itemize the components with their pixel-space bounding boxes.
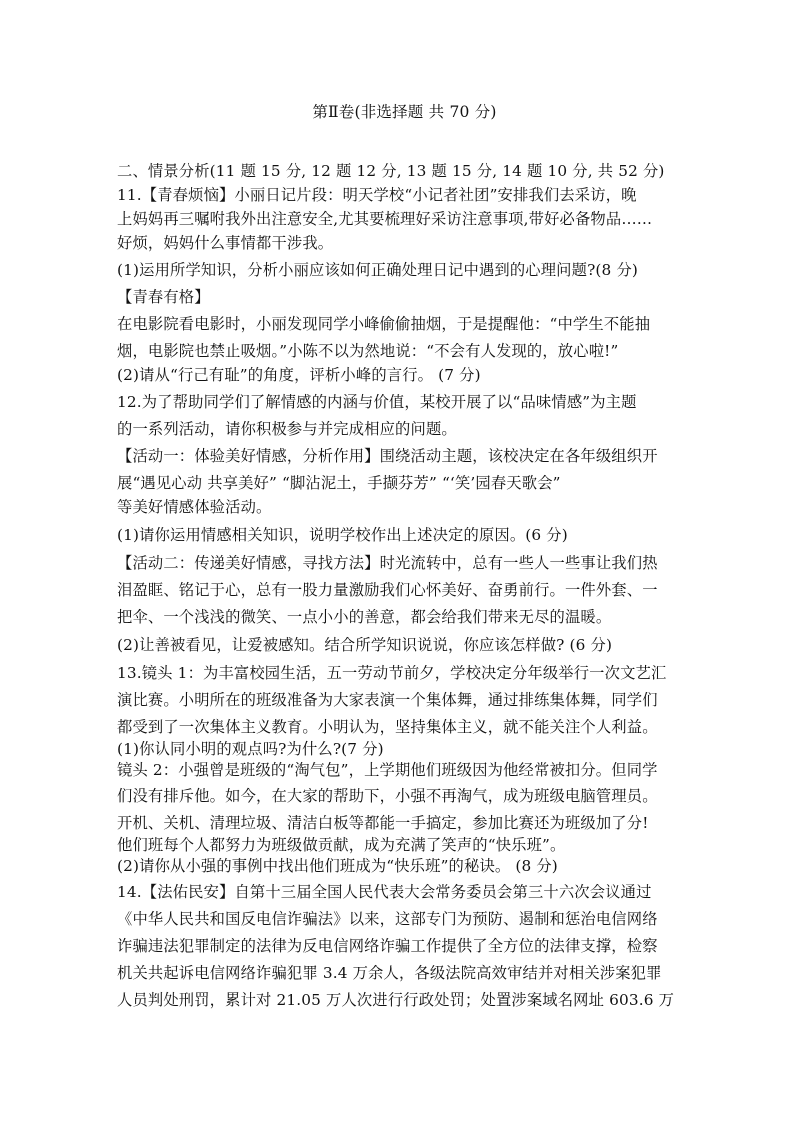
q13-scene2-line: 他们班每个人都努力为班级做贡献，成为充满了笑声的“快乐班”。 (117, 836, 566, 854)
q11-scene-line: 在电影院看电影时，小丽发现同学小峰偷偷抽烟，于是提醒他：“中学生不能抽 (117, 315, 651, 333)
q12-activity2-line: 把伞、一个浅浅的微笑、一点小小的善意，都会给我们带来无尽的温暖。 (117, 608, 612, 626)
q11-intro-line: 上妈妈再三嘱咐我外出注意安全,尤其要梳理好采访注意事项,带好必备物品…… (117, 210, 653, 228)
q11-scene-line: 烟，电影院也禁止吸烟。”小陈不以为然地说：“不会有人发现的，放心啦!” (117, 342, 619, 360)
q13-sub-question-1: (1)你认同小明的观点吗?为什么?(7 分) (117, 740, 384, 758)
q12-activity1-line: 【活动一：体验美好情感，分析作用】围绕活动主题，该校决定在各年级组织开 (117, 447, 658, 465)
q12-intro-line: 的一系列活动，请你积极参与并完成相应的问题。 (117, 420, 457, 438)
question-14 (117, 880, 692, 1012)
exam-page (117, 100, 692, 1012)
q13-sub-question-2: (2)请你从小强的事例中找出他们班成为“快乐班”的秘诀。 (8 分) (117, 857, 558, 875)
q11-sub-question-2: (2)请从“行己有耻”的角度，评析小峰的言行。 (7 分) (117, 366, 481, 384)
q14-line: 诈骗违法犯罪制定的法律为反电信网络诈骗工作提供了全方位的法律支撑，检察 (117, 937, 658, 955)
q14-line: 14.【法佑民安】自第十三届全国人民代表大会常务委员会第三十六次会议通过 (117, 883, 652, 901)
q12-intro-line: 12.为了帮助同学们了解情感的内涵与价值，某校开展了以“品味情感”为主题 (117, 393, 637, 411)
q14-line: 《中华人民共和国反电信诈骗法》以来，这部专门为预防、遏制和惩治电信网络 (117, 910, 658, 928)
q11-sub-question-1: (1)运用所学知识，分析小丽应该如何正确处理日记中遇到的心理问题?(8 分) (117, 261, 639, 279)
q13-scene2-line: 镜头 2：小强曾是班级的“淘气包”，上学期他们班级因为他经常被扣分。但同学 (117, 761, 658, 779)
q14-line: 机关共起诉电信网络诈骗犯罪 3.4 万余人，各级法院高效审结并对相关涉案犯罪 (117, 964, 662, 982)
q12-sub-question-1: (1)请你运用情感相关知识，说明学校作出上述决定的原因。(6 分) (117, 526, 568, 544)
q14-line: 人员判处刑罚，累计对 21.05 万人次进行行政处罚；处置涉案域名网址 603.6 万 (117, 991, 675, 1009)
question-12 (117, 390, 692, 657)
question-11 (117, 183, 692, 387)
q12-sub-question-2: (2)让善被看见，让爱被感知。结合所学知识说说，你应该怎样做? (6 分) (117, 636, 613, 654)
q12-activity1-line: 等美好情感体验活动。 (117, 498, 272, 516)
q12-activity1-line: 展“遇见心动 共享美好” “脚沾泥土，手撷芬芳” “‘笑’园春天歌会” (117, 474, 561, 492)
section-heading: 二、情景分析(11 题 15 分, 12 题 12 分, 13 题 15 分, 14 题 10 分, 共 52 分) (117, 162, 665, 180)
question-13 (117, 661, 692, 877)
q13-scene2-line: 们没有排斥他。如今，在大家的帮助下，小强不再淘气，成为班级电脑管理员。 (117, 787, 658, 805)
q11-intro-line: 好烦，妈妈什么事情都干涉我。 (117, 234, 334, 252)
page-title: 第Ⅱ卷(非选择题 共 70 分) (312, 103, 497, 121)
q13-scene1-line: 演比赛。小明所在的班级准备为大家表演一个集体舞，通过排练集体舞，同学们 (117, 691, 658, 709)
q12-activity2-line: 泪盈眶、铭记于心，总有一股力量激励我们心怀美好、奋勇前行。一件外套、一 (117, 581, 658, 599)
q13-scene1-line: 13.镜头 1：为丰富校园生活，五一劳动节前夕，学校决定分年级举行一次文艺汇 (117, 664, 667, 682)
q11-heading-2: 【青春有格】 (117, 288, 210, 306)
q13-scene1-line: 都受到了一次集体主义教育。小明认为，坚持集体主义，就不能关注个人利益。 (117, 718, 658, 736)
q13-scene2-line: 开机、关机、清理垃圾、清洁白板等都能一手搞定，参加比赛还为班级加了分! (117, 814, 649, 832)
q12-activity2-line: 【活动二：传递美好情感，寻找方法】时光流转中，总有一些人一些事让我们热 (117, 554, 658, 572)
q11-intro-line: 11.【青春烦恼】小丽日记片段：明天学校“小记者社团”安排我们去采访，晚 (117, 186, 637, 204)
